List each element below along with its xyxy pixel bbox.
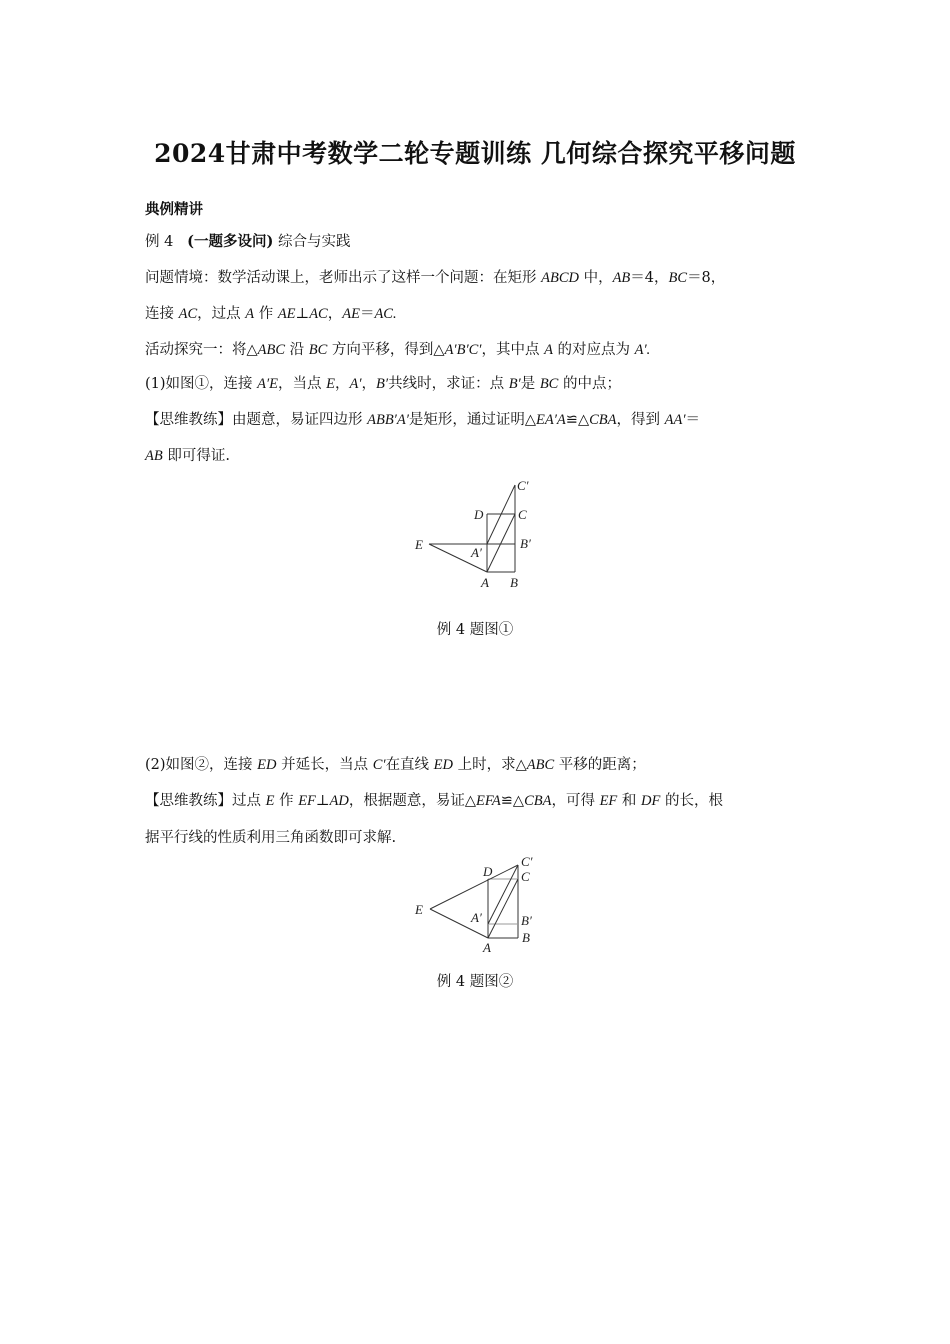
label-c: C xyxy=(518,507,527,522)
label-d: D xyxy=(474,507,484,522)
math: ABC xyxy=(257,342,286,358)
text: 是矩形，通过证明△ xyxy=(408,412,537,428)
math: BC xyxy=(539,376,559,392)
math: BC xyxy=(308,342,328,358)
math: A′E xyxy=(257,376,279,392)
text: 据平行线的性质利用三角函数即可求解. xyxy=(145,830,397,846)
label-a-prime: A′ xyxy=(471,545,482,560)
math: AD xyxy=(329,793,349,809)
text: 的中点； xyxy=(558,376,621,392)
math: EFA xyxy=(476,793,501,809)
text: ， xyxy=(335,376,350,392)
text: ≌△ xyxy=(565,412,590,428)
text: ，根据题意，易证△ xyxy=(348,793,477,809)
text: ， xyxy=(361,376,377,392)
math: ED xyxy=(257,757,277,773)
text: 共线时，求证：点 xyxy=(388,376,509,392)
hint-2 xyxy=(145,791,723,811)
math: A xyxy=(544,342,553,358)
text: ，得到 xyxy=(616,412,665,428)
hint-2-cont xyxy=(145,828,396,848)
math: CBA xyxy=(589,412,617,428)
math: AA′ xyxy=(664,412,686,428)
math: A′ xyxy=(349,376,362,392)
math: EF xyxy=(599,793,618,809)
label-a-prime-2: A′ xyxy=(471,910,482,925)
text: 并延长，当点 xyxy=(276,757,373,773)
text: 问题情境：数学活动课上，老师出示了这样一个问题：在矩形 xyxy=(145,270,542,286)
math: E xyxy=(326,376,336,392)
math: AE xyxy=(277,306,296,322)
label-a: A xyxy=(481,575,489,590)
text: ，可得 xyxy=(551,793,600,809)
math: AC xyxy=(309,306,328,322)
math: B′ xyxy=(508,376,521,392)
label-b-prime-2: B′ xyxy=(521,913,532,928)
text: 和 xyxy=(617,793,641,809)
math: A′. xyxy=(634,342,651,358)
question-2 xyxy=(145,755,646,775)
math: AC xyxy=(178,306,198,322)
text: (2)如图②，连接 xyxy=(145,757,258,773)
text: 的长，根 xyxy=(660,793,723,809)
text: 在直线 xyxy=(385,757,434,773)
text: 即可得证. xyxy=(162,448,230,464)
text: ⊥ xyxy=(315,793,330,809)
math: ED xyxy=(433,757,454,773)
text: ≌△ xyxy=(500,793,525,809)
math: CBA xyxy=(524,793,552,809)
text: ， xyxy=(327,306,343,322)
math: AB xyxy=(612,270,631,286)
math: AE xyxy=(342,306,360,322)
text: 活动探究一：将△ xyxy=(145,342,258,358)
text: ，过点 xyxy=(197,306,246,322)
math: EF xyxy=(298,793,316,809)
math: E xyxy=(265,793,275,809)
math: B′ xyxy=(376,376,389,392)
label-b: B xyxy=(510,575,518,590)
text: 【思维教练】过点 xyxy=(145,793,266,809)
math: AC. xyxy=(374,306,397,322)
text: 上时，求△ xyxy=(453,757,527,773)
math: ABC xyxy=(526,757,555,773)
text: ，当点 xyxy=(278,376,327,392)
math: AB xyxy=(145,448,163,464)
label-c-prime-2: C′ xyxy=(521,854,533,869)
text: 方向平移，得到△ xyxy=(327,342,445,358)
math: BC xyxy=(668,270,688,286)
text: ，其中点 xyxy=(481,342,545,358)
label-a-2: A xyxy=(483,940,491,955)
section-heading: 典例精讲 xyxy=(145,201,203,218)
text: 是 xyxy=(520,376,540,392)
math: C′ xyxy=(372,757,386,773)
example-tag: (一题多设问) xyxy=(187,233,274,250)
text: 作 xyxy=(254,306,278,322)
text: 中， xyxy=(578,270,613,286)
text: ⊥ xyxy=(295,306,310,322)
text: (1)如图①，连接 xyxy=(145,376,258,392)
figure-2-diagram xyxy=(430,865,518,938)
label-c-2: C xyxy=(521,869,530,884)
text: 连接 xyxy=(145,306,179,322)
page-title: 2024甘肃中考数学二轮专题训练 几何综合探究平移问题 xyxy=(154,139,796,168)
figure-2-caption: 例 4 题图② xyxy=(436,974,514,990)
text: 的对应点为 xyxy=(552,342,635,358)
label-b-prime: B′ xyxy=(520,536,531,551)
text: ＝ xyxy=(359,306,375,322)
label-e: E xyxy=(415,537,423,552)
text: 平移的距离； xyxy=(554,757,646,773)
label-c-prime: C′ xyxy=(517,478,529,493)
math: A′B′C′ xyxy=(444,342,482,358)
text: ＝4， xyxy=(630,270,669,286)
math: ABCD xyxy=(541,270,579,286)
math: EA′A xyxy=(536,412,566,428)
example-label: 例 4 xyxy=(145,234,174,250)
label-e-2: E xyxy=(415,902,423,917)
text: 【思维教练】由题意，易证四边形 xyxy=(145,412,368,428)
math: DF xyxy=(641,793,661,809)
text: 作 xyxy=(274,793,299,809)
math: A xyxy=(245,306,255,322)
text: 沿 xyxy=(285,342,309,358)
label-b-2: B xyxy=(522,930,530,945)
text: ＝ xyxy=(685,412,700,428)
figure-1-caption: 例 4 题图① xyxy=(436,622,514,638)
example-topic: 综合与实践 xyxy=(278,234,351,250)
label-d-2: D xyxy=(483,864,493,879)
text: ＝8， xyxy=(687,270,726,286)
math: ABB′A′ xyxy=(367,412,409,428)
